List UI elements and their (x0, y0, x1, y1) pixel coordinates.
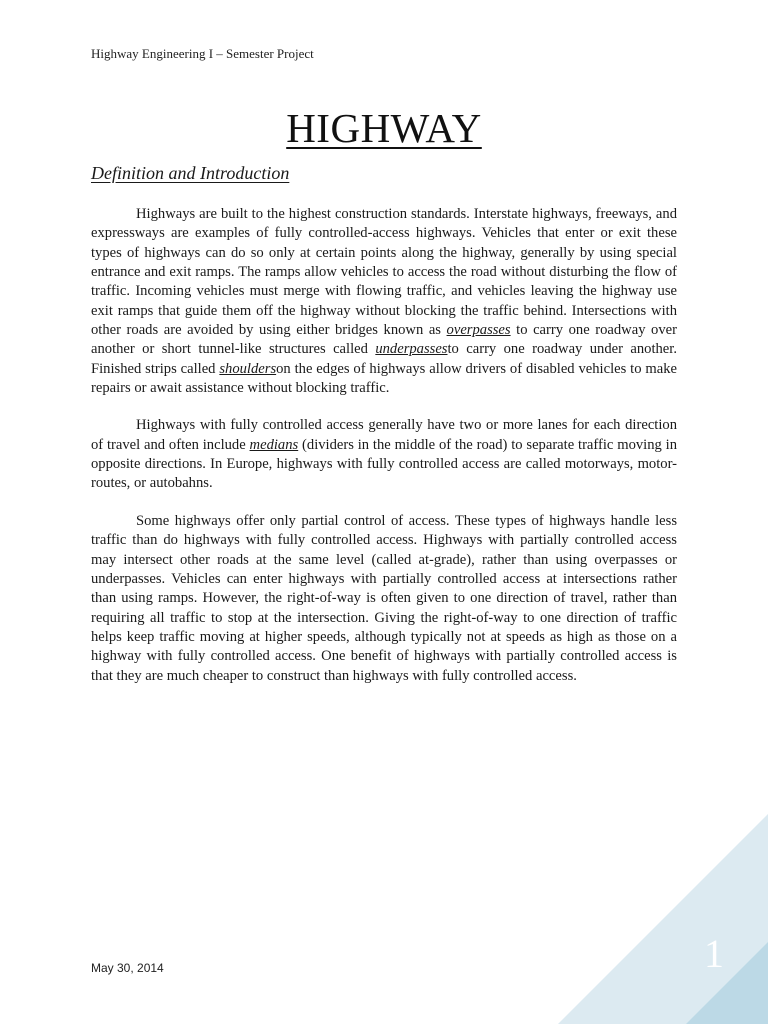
running-header: Highway Engineering I – Semester Project (91, 46, 314, 61)
page-number: 1 (704, 931, 724, 976)
paragraph-2-text-b: (dividers in the middle of the road) to separate traffic moving in opposite directions. In Europe, highways with fully controlled access are called motorways, motor-routes, or autobahns. (91, 436, 677, 492)
corner-decoration (558, 814, 768, 1024)
keyword-underpasses: underpasses (375, 341, 448, 358)
keyword-medians: medians (249, 436, 299, 453)
paragraph-1-text-b: to carry one roadway over another or short tunnel-like structures called (91, 322, 677, 358)
footer-date: May 30, 2014 (91, 961, 164, 975)
paragraph-1-text-d: on the edges of highways allow drivers of disabled vehicles to make repairs or await assistance without blocking traffic. (91, 360, 677, 397)
paragraph-1 (91, 205, 677, 398)
paragraph-1-text-c: to carry one roadway under another. Finished strips called (91, 341, 677, 377)
paragraph-3: Some highways offer only partial control of access. These types of highways handle less traffic than do highways with fully controlled access. Highways with partially controlled access may intersect other roads at the same level (called at-grade), rather than using overpasses or underpasses. Vehicles can enter highways with partially controlled access at intersections rather than using ramps. However, the right-of-way is often given to one direction of travel, rather than requiring all traffic to stop at the intersection. Giving the right-of-way to one direction of traffic helps keep traffic moving at higher speeds, although typically not at speeds as high as those on a highway with fully controlled access. One benefit of highways with partially controlled access is that they are much cheaper to construct than highways with fully controlled access. (91, 512, 677, 684)
body-text (91, 205, 677, 704)
paragraph-2-text-a: Highways with fully controlled access generally have two or more lanes for each direction of travel and often include (91, 417, 677, 453)
keyword-shoulders: shoulders (219, 360, 277, 377)
section-heading: Definition and Introduction (91, 163, 290, 183)
keyword-overpasses: overpasses (446, 322, 511, 339)
paragraph-2 (91, 416, 677, 493)
paragraph-1-text-a: Highways are built to the highest construction standards. Interstate highways, freeways, and expressways are examples of fully controlled-access highways. Vehicles that enter or exit these types of highways can do so only at certain points along the highway, generally by using special entrance and exit ramps. The ramps allow vehicles to access the road without disturbing the flow of traffic. Incoming vehicles must merge with flowing traffic, and vehicles leaving the highway use exit ramps that guide them off the highway without blocking the traffic behind. Intersections with other roads are avoided by using either bridges known as (91, 206, 677, 339)
page-title-text: HIGHWAY (286, 105, 482, 151)
page-title (0, 104, 768, 152)
